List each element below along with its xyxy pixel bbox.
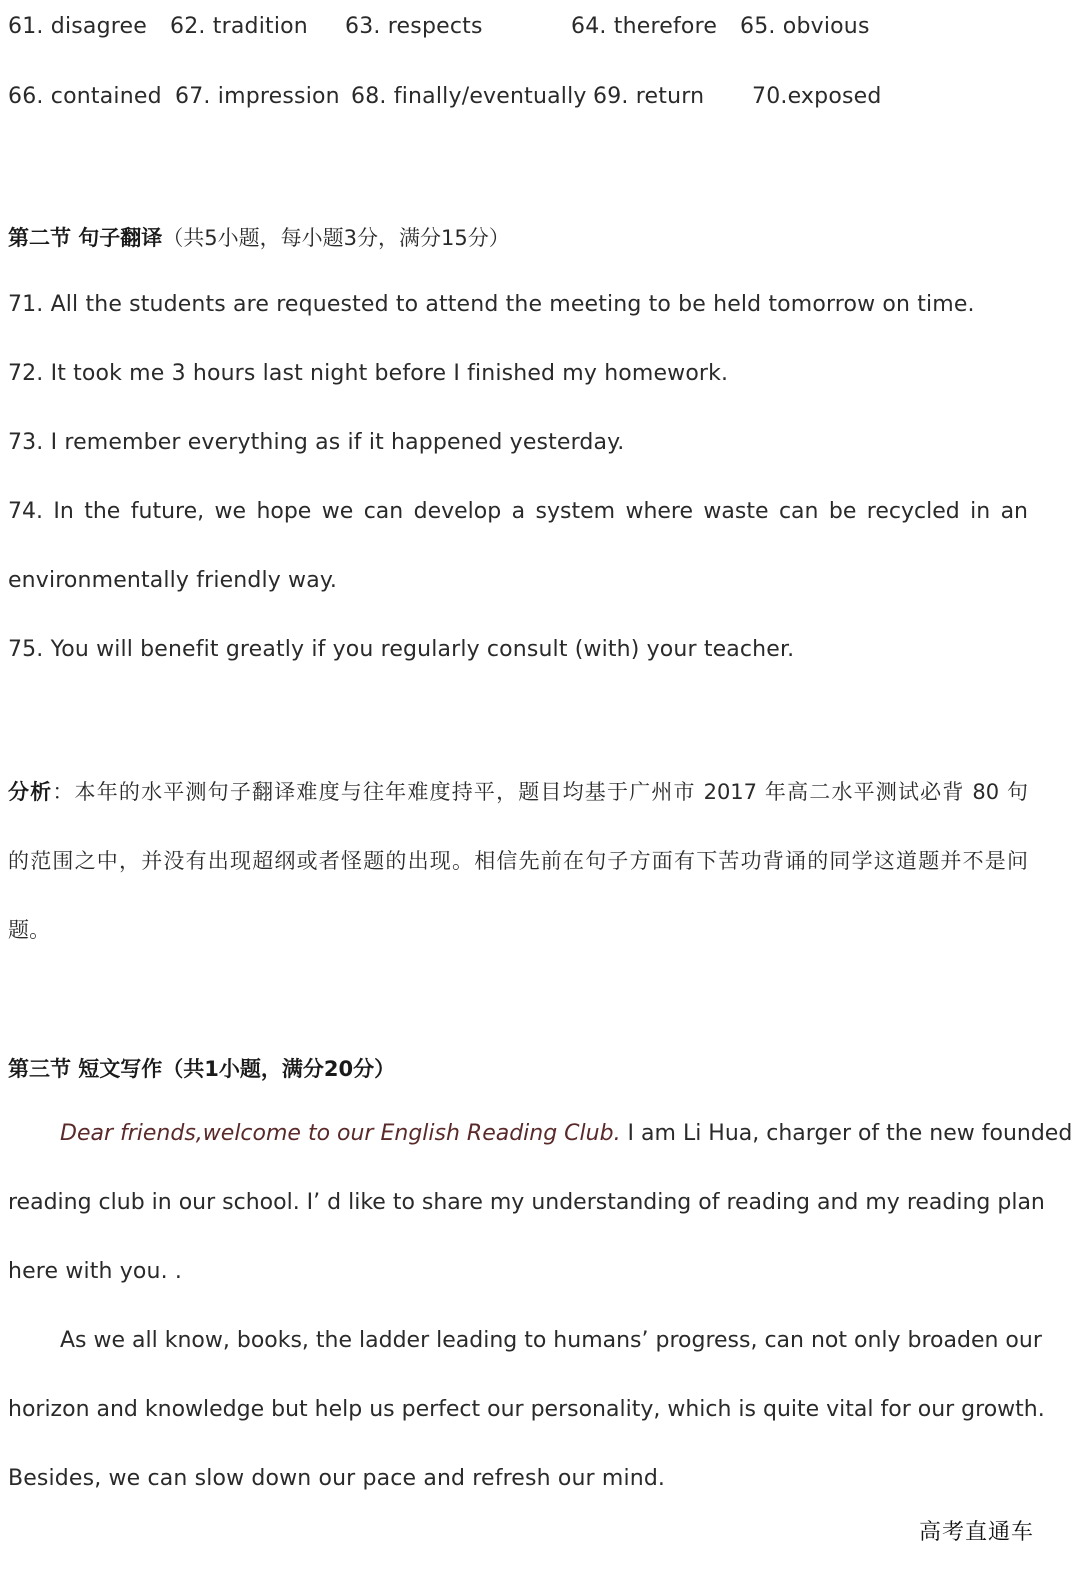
sentence-72: 72. It took me 3 hours last night before I finished my homework.: [8, 361, 729, 386]
essay-p2-line-2: horizon and knowledge but help us perfect our personality, which is quite vital for our growth.: [8, 1397, 1045, 1422]
answer-63: 63. respects: [345, 14, 483, 39]
analysis-line-1: [8, 776, 1028, 806]
essay-p1-line-1: [8, 1121, 1073, 1146]
analysis-line-2: 的范围之中，并没有出现超纲或者怪题的出现。相信先前在句子方面有下苦功背诵的同学这道题并不是问: [8, 849, 1028, 873]
sentence-73: 73. I remember everything as if it happened yesterday.: [8, 430, 625, 455]
essay-p1-line-3: here with you. .: [8, 1259, 183, 1284]
essay-p1-line-1-text: I am Li Hua, charger of the new founded: [620, 1121, 1073, 1146]
section-3-title: 第三节 短文写作（共1小题，满分20分）: [8, 1057, 396, 1081]
sentence-74-line-2: environmentally friendly way.: [8, 568, 338, 593]
answer-68: 68. finally/eventually: [351, 84, 587, 109]
answer-69: 69. return: [593, 84, 705, 109]
answer-70: 70.exposed: [752, 84, 882, 109]
sentence-75: 75. You will benefit greatly if you regularly consult (with) your teacher.: [8, 637, 795, 662]
answer-61: 61. disagree: [8, 14, 147, 39]
answer-62: 62. tradition: [170, 14, 308, 39]
answer-row-66-70: [8, 84, 1048, 116]
section-2-note: （共5小题，每小题3分，满分15分）: [162, 226, 510, 250]
essay-greeting: Dear friends,welcome to our English Reading Club.: [60, 1121, 621, 1146]
watermark-text: 高考直通车: [918, 1520, 1034, 1545]
analysis-label: 分析: [8, 780, 53, 804]
analysis-line-3: 题。: [8, 918, 51, 942]
answer-65: 65. obvious: [740, 14, 870, 39]
essay-p2-line-3: Besides, we can slow down our pace and refresh our mind.: [8, 1466, 666, 1491]
answer-66: 66. contained: [8, 84, 162, 109]
section-3-heading: [8, 1053, 395, 1083]
essay-p2-line-1: As we all know, books, the ladder leading to humans’ progress, can not only broaden our: [60, 1328, 1042, 1353]
sentence-74-line-1: 74. In the future, we hope we can develop a system where waste can be recycled in an: [8, 499, 1028, 524]
answer-row-61-65: [8, 14, 1048, 46]
answer-67: 67. impression: [175, 84, 340, 109]
essay-p1-line-2: reading club in our school. I’ d like to share my understanding of reading and my reading plan: [8, 1190, 1045, 1215]
sentence-71: 71. All the students are requested to attend the meeting to be held tomorrow on time.: [8, 292, 975, 317]
analysis-text-1: ：本年的水平测句子翻译难度与往年难度持平，题目均基于广州市 2017 年高二水平测试必背 80 句: [52, 780, 1028, 804]
section-2-title: 第二节 句子翻译: [8, 226, 163, 250]
section-2-heading: [8, 222, 510, 252]
answer-64: 64. therefore: [571, 14, 718, 39]
